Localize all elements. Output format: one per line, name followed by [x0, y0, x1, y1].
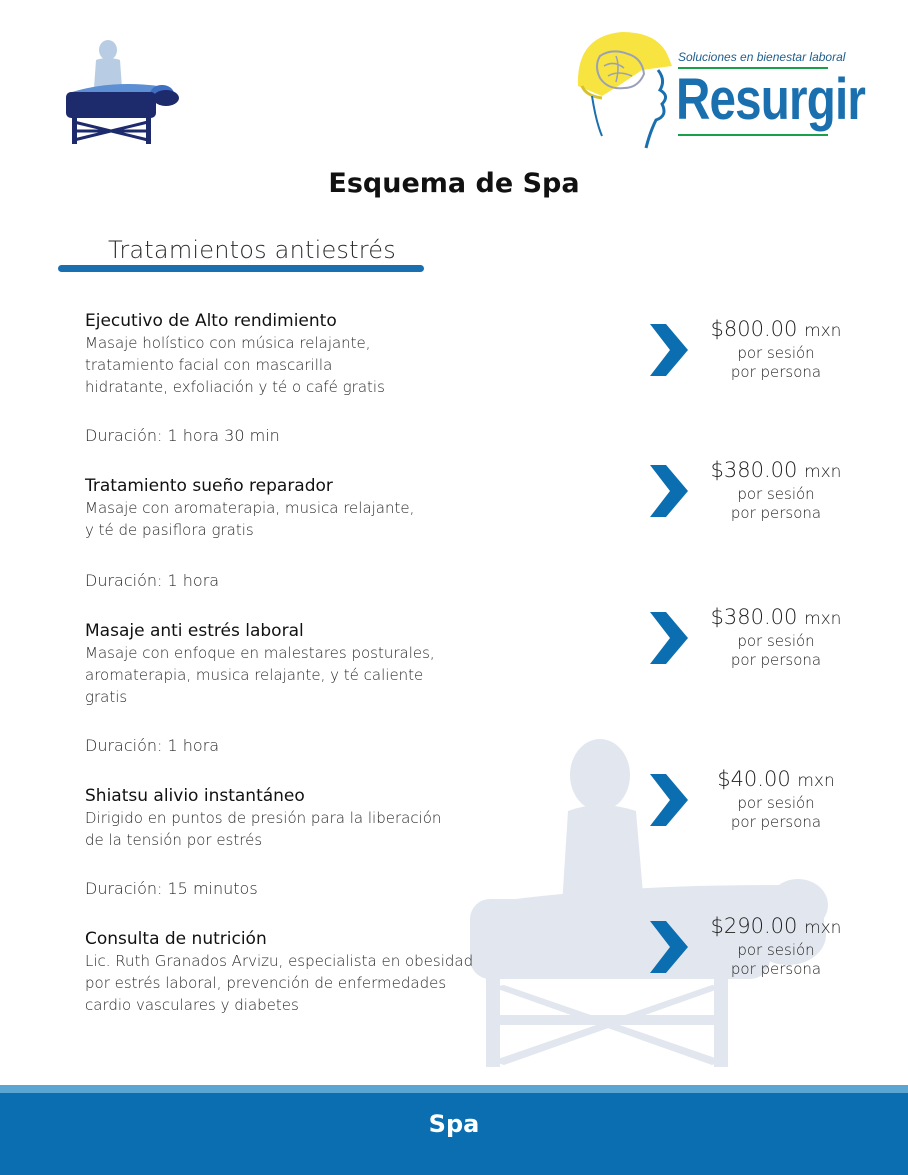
price-currency: mxn — [797, 771, 835, 791]
treatment-description: Masaje con aromaterapia, musica relajante, y té de pasiflora gratis — [85, 499, 415, 539]
chevron-right-icon — [646, 322, 690, 378]
price-per-person: por persona — [730, 960, 822, 978]
footer-label: Spa — [428, 1110, 480, 1138]
price-per-session: por sesión — [737, 794, 815, 812]
price-currency: mxn — [804, 609, 842, 629]
page-title: Esquema de Spa — [328, 168, 580, 199]
treatment-item — [85, 475, 525, 541]
logo-tagline: Soluciones en bienestar laboral — [678, 50, 846, 64]
price-currency: mxn — [804, 321, 842, 341]
price-tag — [646, 605, 866, 680]
treatment-item — [85, 310, 525, 398]
treatment-title: Consulta de nutrición — [85, 929, 267, 949]
price-per-session: por sesión — [737, 632, 815, 650]
treatment-item — [85, 620, 525, 708]
price-amount: $40.00 — [717, 767, 791, 791]
price-currency: mxn — [804, 462, 842, 482]
treatment-duration: Duración: 15 minutos — [85, 879, 258, 898]
helmet-head-icon — [572, 26, 682, 150]
price-tag — [646, 914, 866, 989]
chevron-right-icon — [646, 463, 690, 519]
chevron-right-icon — [646, 919, 690, 975]
treatment-title: Shiatsu alivio instantáneo — [85, 786, 305, 806]
treatment-duration: Duración: 1 hora — [85, 571, 220, 590]
price-tag — [646, 458, 866, 533]
footer-stripe — [0, 1085, 908, 1093]
chevron-right-icon — [646, 772, 690, 828]
price-per-session: por sesión — [737, 485, 815, 503]
price-currency: mxn — [804, 918, 842, 938]
massage-table-icon — [62, 36, 182, 146]
section-heading: Tratamientos antiestrés — [108, 236, 396, 264]
price-amount: $380.00 — [710, 605, 798, 629]
chevron-right-icon — [646, 610, 690, 666]
resurgir-logo — [572, 26, 866, 150]
price-per-person: por persona — [730, 363, 822, 381]
price-per-session: por sesión — [737, 344, 815, 362]
price-amount: $290.00 — [710, 914, 798, 938]
treatment-description: Masaje holístico con música relajante, tratamiento facial con mascarilla hidratante, exfoliación y té o café gratis — [85, 334, 385, 396]
price-amount: $380.00 — [710, 458, 798, 482]
treatment-item — [85, 928, 525, 1016]
treatment-item — [85, 785, 525, 851]
section-divider — [58, 265, 424, 272]
price-tag — [646, 317, 866, 392]
treatment-description: Dirigido en puntos de presión para la liberación de la tensión por estrés — [85, 809, 442, 849]
price-tag — [646, 767, 866, 842]
price-per-person: por persona — [730, 813, 822, 831]
price-per-session: por sesión — [737, 941, 815, 959]
treatment-title: Tratamiento sueño reparador — [85, 476, 333, 496]
treatment-title: Ejecutivo de Alto rendimiento — [85, 311, 337, 331]
price-amount: $800.00 — [710, 317, 798, 341]
logo-name: Resurgir — [676, 67, 866, 132]
treatment-duration: Duración: 1 hora 30 min — [85, 426, 280, 445]
treatment-description: Masaje con enfoque en malestares posturales, aromaterapia, musica relajante, y té caliente gratis — [85, 644, 435, 706]
price-per-person: por persona — [730, 651, 822, 669]
logo-underline — [678, 134, 828, 136]
treatment-description: Lic. Ruth Granados Arvizu, especialista en obesidad por estrés laboral, prevención de enfermedades cardio vasculares y diabetes — [85, 952, 474, 1014]
treatment-duration: Duración: 1 hora — [85, 736, 220, 755]
price-per-person: por persona — [730, 504, 822, 522]
treatment-title: Masaje anti estrés laboral — [85, 621, 304, 641]
